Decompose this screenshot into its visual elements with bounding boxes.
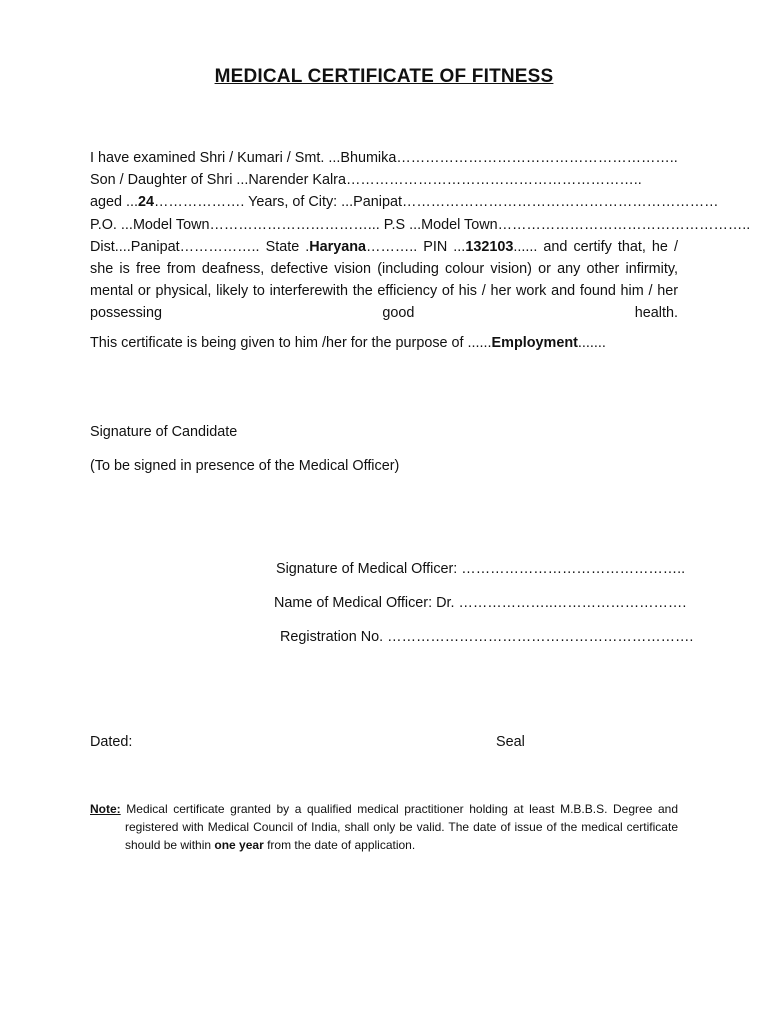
body-line-2 [90,169,678,191]
pin-value: 132103 [465,238,514,255]
blank-dots: ………………………………………………………… [401,194,719,211]
city-value: Panipat [353,194,402,211]
purpose-line [90,335,606,351]
medical-officer-signature-label: Signature of Medical Officer: ……………………………………….. [276,561,686,577]
body-text: Son / Daughter of Shri ... [90,172,249,189]
note-text [90,800,678,854]
medical-officer-name-label: Name of Medical Officer: Dr. ………………..………………………. [274,595,687,611]
candidate-signature-label: Signature of Candidate [90,424,238,440]
body-text: Dist.... [90,238,131,255]
note-block [90,800,678,854]
ps-value: Model Town [421,216,498,233]
seal-label: Seal [496,734,525,750]
body-text: …………….. State . [179,238,310,255]
father-name-value: Narender Kalra [248,172,346,189]
body-line-5 [90,236,678,325]
purpose-value: Employment [491,335,578,351]
body-text: ...... and certify that, he / she is free from deafness, defective vision (including colour vision) or any other infirmity, mental or physical, likely to interferewith the efficiency of his / her work and found him / her possessing good health. [90,238,678,322]
body-text: aged ... [90,194,139,211]
blank-dots: …………………………………………….. [497,216,751,233]
registration-number-label: Registration No. ………………………………………………………. [280,629,694,645]
blank-dots: ………………………………………………….. [396,150,678,166]
blank-dots: …………………………………………………….. [345,172,642,189]
body-line-4 [90,214,751,236]
certificate-body [90,147,751,325]
state-value: Haryana [309,238,367,255]
dated-label: Dated: [90,734,133,750]
note-emphasis: one year [214,838,264,852]
age-value: 24 [138,194,155,211]
body-text: ………………. Years, of City: ... [154,194,354,211]
district-value: Panipat [130,238,180,255]
body-text: ……………………………... P.S ... [209,216,422,233]
po-value: Model Town [132,216,210,233]
purpose-text: This certificate is being given to him /her for the purpose of ...... [90,335,492,351]
body-text: P.O. ... [90,216,133,233]
note-body-text-end: from the date of application. [263,838,416,852]
body-line-1 [90,147,678,169]
certificate-title: MEDICAL CERTIFICATE OF FITNESS [214,66,554,87]
body-text: I have examined Shri / Kumari / Smt. ... [90,150,341,166]
presence-instruction: (To be signed in presence of the Medical Officer) [90,458,400,474]
body-line-3 [90,191,719,213]
note-label: Note: [90,802,121,816]
candidate-name-value: Bhumika [340,150,397,166]
note-body-text: Medical certificate granted by a qualified medical practitioner holding at least M.B.B.S. Degree and registered with Medical Council of India, shall only be valid. The date of issue of the medical certificate should be within [120,802,678,852]
body-text: ……….. PIN ... [366,238,466,255]
purpose-dots: ....... [577,335,606,351]
